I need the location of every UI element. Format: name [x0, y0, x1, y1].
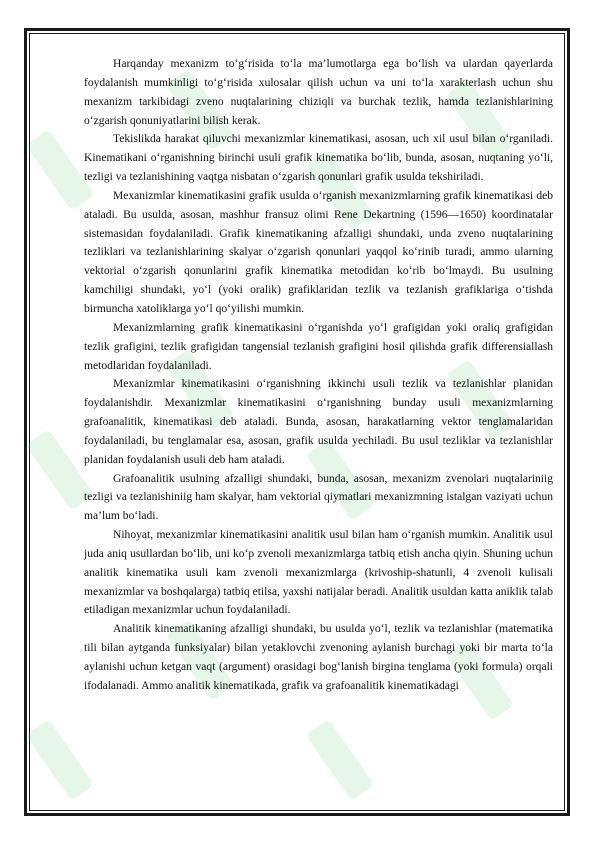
document-body — [84, 55, 553, 696]
paragraph-1: Harqanday mexanizm to‘g‘risida to‘la ma’lumotlarga ega bo‘lish va ulardan qayerlarda foydalanish mumkinligi to‘g‘risida xulosalar qilish uchun va uni to‘la xarakterlash uchun shu mexanizm tarkibidagi zveno nuqtalarining chiziqli va burchak tezlik, hamda tezlanishlarining o‘zgarish qonuniyatlarini bilish kerak. — [84, 58, 553, 127]
paragraph-8: Analitik kinematikaning afzalligi shundaki, bu usulda yo‘l, tezlik va tezlanishlar (matematika tili bilan aytganda funksiyalar) bilan yetaklovchi zvenoning aylanish burchagi yoki bir marta to‘la aylanishi uchun ketgan vaqt (argument) orasidagi bog‘lanish birgina tenglama (yoki formula) orqali ifodalanadi. Ammo analitik kinematikada, grafik va grafoanalitik kinematikadagi — [84, 623, 553, 692]
paragraph-4: Mexanizmlarning grafik kinematikasini o‘rganishda yo‘l grafigidan yoki oraliq grafigidan tezlik grafigini, tezlik grafigidan tangensial tezlanish grafigini hosil qilishda grafik differensiallash metodlaridan foydalaniladi. — [84, 321, 553, 372]
paragraph-2: Tekislikda harakat qiluvchi mexanizmlar kinematikasi, asosan, uch xil usul bilan o‘rganiladi. Kinematikani o‘rganishning birinchi usuli grafik kinematika bo‘lib, bunda, asosan, nuqtaning yo‘li, tezligi va tezlanishining vaqtga nisbatan o‘zgarish qonunlari grafik usulda tekshiriladi. — [84, 133, 553, 184]
paragraph-6: Grafoanalitik usulning afzalligi shundaki, bunda, asosan, mexanizm zvenolari nuqtalariniig tezligi va tezlanishiniig ham skalyar, ham vektorial qiymatlari mexanizmning istalgan vaziyati uchun ma’lum bo‘ladi. — [84, 472, 553, 523]
paragraph-7: Nihoyat, mexanizmlar kinematikasini analitik usul bilan ham o‘rganish mumkin. Analitik usul juda aniq usullardan bo‘lib, uni ko‘p zvenoli mexanizmlarga tatbiq etish ancha qiyin. Shuning uchun analitik kinematika usuli kam zvenoli mexanizmlarga (krivoship-shatunli, 4 zvenoli kulisali mexanizmlar va boshqalarga) tatbiq etilsa, yaxshi natijalar beradi. Analitik usuldan katta aniklik talab etiladigan mexanizmlar uchun foydalaniladi. — [84, 529, 553, 617]
paragraph-3: Mexanizmlar kinematikasini grafik usulda o‘rganish mexanizmlarning grafik kinematikasi deb ataladi. Bu usulda, asosan, mashhur fransuz olimi Rene Dekartning (1596—1650) koordinatalar sistemasidan foydalaniladi. Grafik kinematikaning afzalligi shundaki, unda zveno nuqtalarining tezliklari va tezlanishlarining skalyar o‘zgarish qonunlari yaqqol ko‘rinib turadi, ammo ularning vektorial o‘zgarish qonunlarini grafik kinematika metodidan ko‘rib bo‘lmaydi. Bu usulning kamchiligi shundaki, yo‘l (yoki oralik) grafiklaridan tezlik va tezlanish grafiklariga o‘tishda birmuncha xatoliklarga yo‘l qo‘yilishi mumkin. — [84, 189, 553, 315]
paragraph-5: Mexanizmlar kinematikasini o‘rganishning ikkinchi usuli tezlik va tezlanishlar planidan foydalanishdir. Mexanizmlar kinematikasini o‘rganishning bunday usuli mexanizmlarning grafoanalitik, kinematikasi deb ataladi. Bunda, asosan, harakatlarning vektor tenglamalaridan foydalaniladi, bu tenglamalar esa, asosan, grafik usulda yechiladi. Bu usul tezliklar va tezlanishlar planidan foydalanish usuli deb ham ataladi. — [84, 378, 553, 466]
